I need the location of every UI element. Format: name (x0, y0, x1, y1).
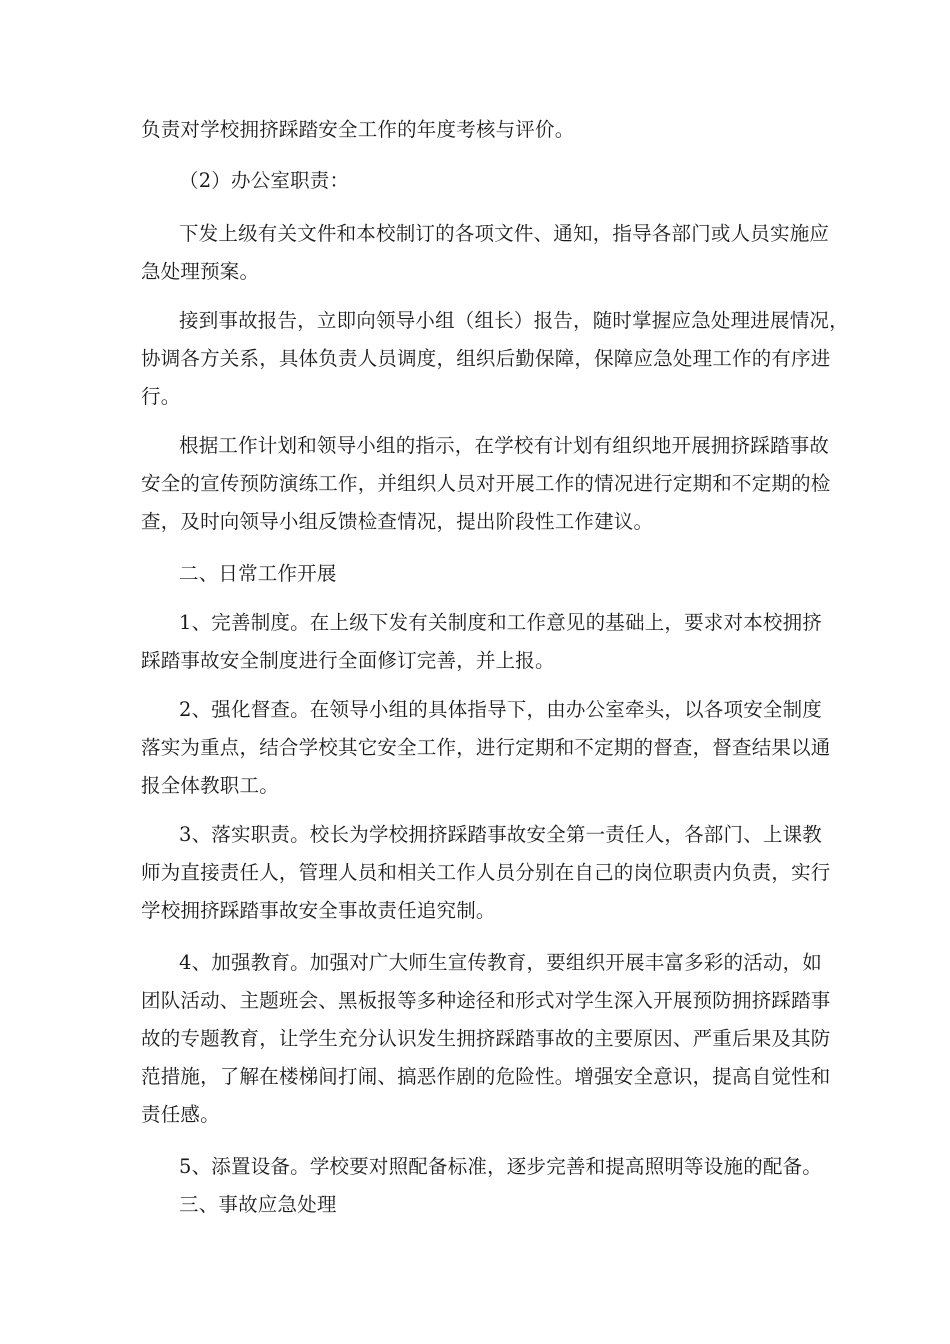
text-line-13: 踩踏事故安全制度进行全面修订完善，并上报。 (141, 649, 555, 672)
text-line-20: 4、加强教育。加强对广大师生宣传教育，要组织开展丰富多彩的活动，如 (179, 951, 823, 974)
text-line-19: 学校拥挤踩踏事故安全事故责任追究制。 (141, 899, 496, 922)
text-line-4: 急处理预案。 (141, 260, 260, 283)
text-line-25: 5、添置设备。学校要对照配备标准，逐步完善和提高照明等设施的配备。 (179, 1155, 823, 1178)
text-line-5: 接到事故报告，立即向领导小组（组长）报告，随时掌握应急处理进展情况， (179, 309, 849, 332)
text-line-14: 2、强化督查。在领导小组的具体指导下，由办公室牵头，以各项安全制度 (179, 698, 823, 721)
text-line-17: 3、落实职责。校长为学校拥挤踩踏事故安全第一责任人，各部门、上课教 (179, 823, 823, 846)
text-line-15: 落实为重点，结合学校其它安全工作，进行定期和不定期的督查，督查结果以通 (141, 736, 831, 759)
text-line-12: 1、完善制度。在上级下发有关制度和工作意见的基础上，要求对本校拥挤 (179, 611, 823, 634)
text-line-24: 责任感。 (141, 1103, 220, 1126)
text-line-23: 范措施，了解在楼梯间打闹、搞恶作剧的危险性。增强安全意识，提高自觉性和 (141, 1065, 831, 1088)
text-line-18: 师为直接责任人，管理人员和相关工作人员分别在自己的岗位职责内负责，实行 (141, 861, 831, 884)
text-line-8: 根据工作计划和领导小组的指示，在学校有计划有组织地开展拥挤踩踏事故 (179, 434, 830, 457)
section-heading-emergency-handling: 三、事故应急处理 (179, 1193, 337, 1216)
text-line-21: 团队活动、主题班会、黑板报等多种途径和形式对学生深入开展预防拥挤踩踏事 (141, 989, 831, 1012)
text-line-22: 故的专题教育，让学生充分认识发生拥挤踩踏事故的主要原因、严重后果及其防 (141, 1027, 831, 1050)
section-heading-daily-work: 二、日常工作开展 (179, 562, 337, 585)
section-heading-office-duties: （2）办公室职责： (179, 169, 350, 192)
text-line-7: 行。 (141, 385, 181, 408)
text-line-9: 安全的宣传预防演练工作，并组织人员对开展工作的情况进行定期和不定期的检 (141, 472, 831, 495)
text-line-3: 下发上级有关文件和本校制订的各项文件、通知，指导各部门或人员实施应 (179, 222, 830, 245)
text-line-10: 查，及时向领导小组反馈检查情况，提出阶段性工作建议。 (141, 510, 654, 533)
text-line-16: 报全体教职工。 (141, 774, 279, 797)
text-line-1: 负责对学校拥挤踩踏安全工作的年度考核与评价。 (141, 118, 575, 141)
text-line-6: 协调各方关系，具体负责人员调度，组织后勤保障，保障应急处理工作的有序进 (141, 347, 831, 370)
